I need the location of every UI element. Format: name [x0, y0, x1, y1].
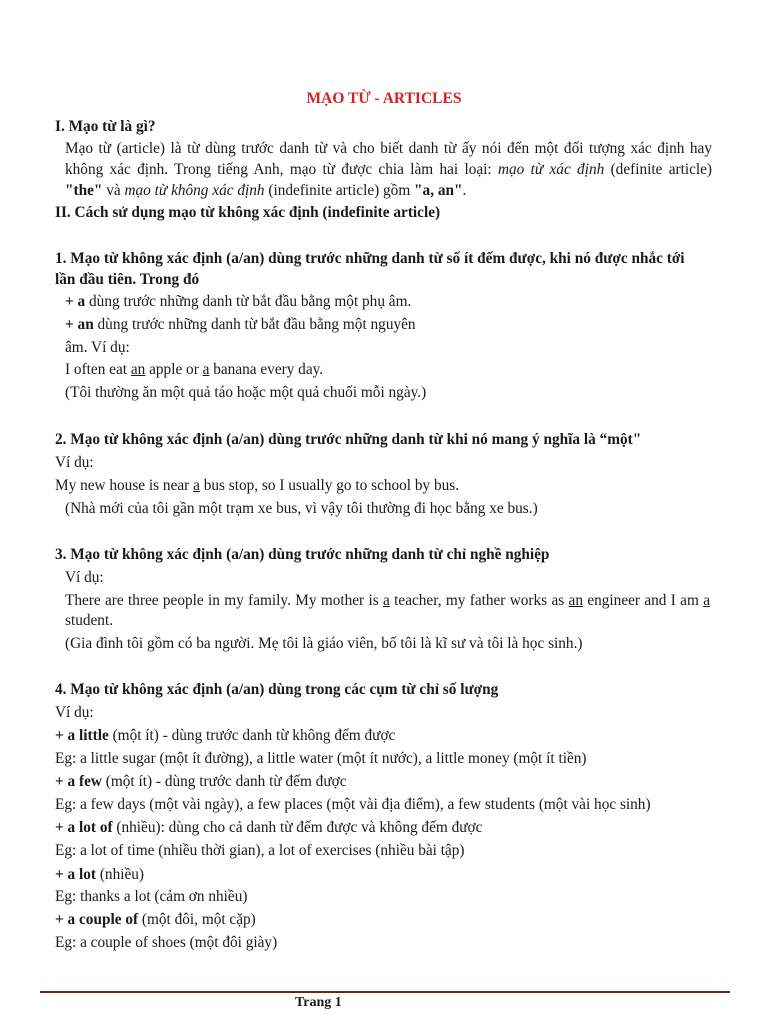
bold-term: + a lot of	[55, 819, 113, 836]
rule-1-item-a	[65, 292, 411, 312]
rule-3-example-continued: student.	[65, 612, 114, 629]
underlined-article: an	[130, 361, 146, 378]
phrase-a-lot-of-example: Eg: a lot of time (nhiều thời gian), a lot of exercises (nhiều bài tập)	[55, 842, 465, 859]
rule-2-translation: (Nhà mới của tôi gần một trạm xe bus, vì vậy tôi thường đi học bằng xe bus.)	[65, 500, 538, 517]
underlined-article: a	[703, 592, 710, 609]
rule-2-example-label: Ví dụ:	[55, 454, 94, 471]
page-title: MẠO TỪ - ARTICLES	[306, 90, 462, 107]
footer-divider	[40, 991, 730, 993]
rule-4-example-label: Ví dụ:	[55, 704, 94, 721]
definition-line-2	[65, 160, 712, 180]
rule-1-translation: (Tôi thường ăn một quả táo hoặc một quả chuối mỗi ngày.)	[65, 384, 427, 401]
definition-line-1: Mạo từ (article) là từ dùng trước danh từ và cho biết danh từ ấy nói đến một đối tượng xác định hay	[65, 140, 712, 157]
phrase-a-few-example: Eg: a few days (một vài ngày), a few places (một vài địa điểm), a few students (một vài học sinh)	[55, 796, 651, 813]
rule-1-item-an	[65, 315, 416, 335]
phrase-a-little-example: Eg: a little sugar (một ít đường), a little water (một ít nước), a little money (một ít tiền)	[55, 750, 587, 767]
example-text: apple or	[145, 361, 203, 378]
example-text: bus stop, so I usually go to school by bus.	[199, 477, 460, 494]
section-heading-indefinite-usage: II. Cách sử dụng mạo từ không xác định (indefinite article)	[55, 204, 441, 221]
section-heading-what-is-article: I. Mạo từ là gì?	[55, 118, 156, 135]
underlined-article: a	[193, 477, 200, 494]
rule-2-heading: 2. Mạo từ không xác định (a/an) dùng trước những danh từ khi nó mang ý nghĩa là “một"	[55, 431, 642, 448]
example-text: teacher, my father works as	[389, 592, 569, 609]
rule-1-heading-continued: lần đầu tiên. Trong đó	[55, 271, 200, 288]
phrase-a-lot-of	[55, 818, 482, 838]
example-text: engineer and I am	[583, 592, 704, 609]
italic-term-indefinite: mạo từ không xác định	[124, 182, 265, 199]
item-text: dùng trước những danh từ bắt đầu bằng một phụ âm.	[85, 293, 412, 310]
text-segment: (indefinite article) gồm	[264, 182, 415, 199]
rule-1-example	[65, 360, 323, 380]
rule-1-heading: 1. Mạo từ không xác định (a/an) dùng trước những danh từ số ít đếm được, khi nó được nhắc tới	[55, 250, 685, 267]
bold-term: + a couple of	[55, 911, 139, 928]
bold-term-a-an: "a, an"	[414, 182, 463, 199]
rule-4-heading: 4. Mạo từ không xác định (a/an) dùng trong các cụm từ chỉ số lượng	[55, 681, 499, 698]
phrase-meaning: (nhiều): dùng cho cả danh từ đếm được và không đếm được	[112, 819, 483, 836]
rule-3-translation: (Gia đình tôi gồm có ba người. Mẹ tôi là giáo viên, bố tôi là kĩ sư và tôi là học sinh.)	[65, 635, 583, 652]
bold-term: + a lot	[55, 866, 97, 883]
phrase-a-lot-example: Eg: thanks a lot (cảm ơn nhiều)	[55, 888, 248, 905]
example-text: My new house is near	[55, 477, 194, 494]
underlined-article: a	[202, 361, 210, 378]
item-text: dùng trước những danh từ bắt đầu bằng một nguyên	[93, 316, 416, 333]
phrase-a-little	[55, 726, 395, 746]
bold-term: + a few	[55, 773, 102, 790]
rule-2-example	[55, 476, 459, 496]
text-segment: và	[102, 182, 125, 199]
bold-term: + a	[65, 293, 86, 310]
page-number: Trang 1	[295, 995, 342, 1010]
phrase-meaning: (một ít) - dùng trước danh từ đếm được	[101, 773, 347, 790]
bold-term: + a little	[55, 727, 109, 744]
definition-line-3	[65, 181, 466, 201]
bold-term-the: "the"	[65, 182, 103, 199]
rule-1-item-continued: âm. Ví dụ:	[65, 339, 130, 356]
phrase-a-few	[55, 772, 347, 792]
rule-3-example	[65, 591, 710, 611]
text-segment: không xác định. Trong tiếng Anh, mạo từ được chia làm hai loại:	[65, 161, 498, 178]
phrase-meaning: (một đôi, một cặp)	[138, 911, 256, 928]
phrase-a-couple-of	[55, 910, 256, 930]
text-segment: .	[462, 182, 467, 199]
rule-3-heading: 3. Mạo từ không xác định (a/an) dùng trước những danh từ chỉ nghề nghiệp	[55, 546, 550, 563]
bold-term: + an	[65, 316, 94, 333]
phrase-a-couple-of-example: Eg: a couple of shoes (một đôi giày)	[55, 934, 278, 951]
example-text: I often eat	[65, 361, 131, 378]
phrase-meaning: (nhiều)	[96, 866, 145, 883]
underlined-article: an	[568, 592, 583, 609]
phrase-a-lot	[55, 865, 144, 885]
underlined-article: a	[383, 592, 390, 609]
example-text: There are three people in my family. My mother is	[65, 592, 384, 609]
example-text: banana every day.	[209, 361, 324, 378]
phrase-meaning: (một ít) - dùng trước danh từ không đếm được	[108, 727, 396, 744]
rule-3-example-label: Ví dụ:	[65, 569, 104, 586]
text-segment: (definite article)	[604, 161, 713, 178]
italic-term-definite: mạo từ xác định	[497, 161, 605, 178]
